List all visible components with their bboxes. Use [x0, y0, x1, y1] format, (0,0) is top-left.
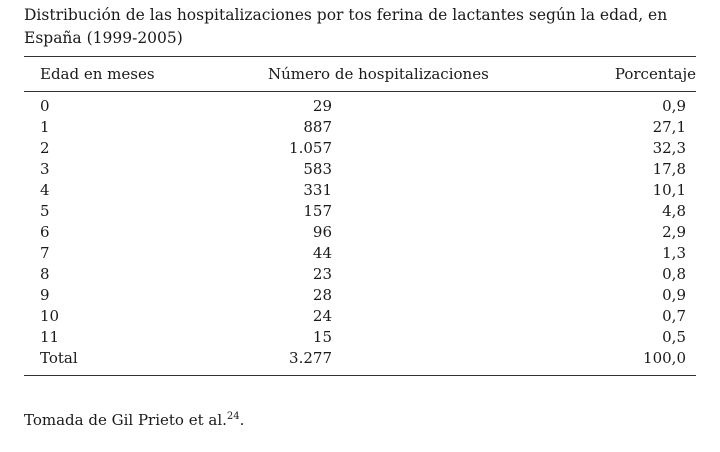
table-row	[24, 96, 696, 117]
cell-count: 887	[303, 118, 332, 136]
source-note	[24, 409, 244, 431]
cell-count: 44	[312, 244, 332, 262]
cell-age: 1	[40, 118, 50, 136]
cell-percent: 4,8	[662, 202, 686, 220]
cell-percent: 2,9	[662, 223, 686, 241]
cell-count: 15	[312, 328, 332, 346]
total-row	[24, 348, 696, 369]
cell-age: 4	[40, 181, 50, 199]
table-row	[24, 117, 696, 138]
cell-age: 6	[40, 223, 50, 241]
cell-percent: 32,3	[652, 139, 686, 157]
source-text: Tomada de Gil Prieto et al.	[24, 411, 227, 429]
cell-count: 1.057	[289, 139, 332, 157]
total-percent: 100,0	[643, 349, 686, 367]
source-end: .	[239, 411, 245, 429]
table-caption: Distribución de las hospitalizaciones por tos ferina de lactantes según la edad, en España (1999-2005)	[24, 6, 668, 47]
cell-age: 8	[40, 265, 50, 283]
header-age: Edad en meses	[40, 65, 155, 83]
bottom-rule	[24, 375, 696, 376]
cell-percent: 0,9	[662, 97, 686, 115]
total-count: 3.277	[289, 349, 332, 367]
hospitalization-table	[24, 56, 696, 376]
header-count: Número de hospitalizaciones	[268, 65, 489, 83]
cell-age: 0	[40, 97, 50, 115]
cell-age: 9	[40, 286, 50, 304]
cell-count: 331	[303, 181, 332, 199]
table-row	[24, 159, 696, 180]
cell-age: 3	[40, 160, 50, 178]
cell-count: 157	[303, 202, 332, 220]
source-reference: 24	[226, 411, 240, 422]
table-row	[24, 243, 696, 264]
cell-count: 96	[312, 223, 332, 241]
cell-percent: 0,9	[662, 286, 686, 304]
table-row	[24, 138, 696, 159]
cell-percent: 0,7	[662, 307, 686, 325]
cell-count: 23	[312, 265, 332, 283]
table-row	[24, 180, 696, 201]
table-row	[24, 306, 696, 327]
header-percent: Porcentaje	[614, 65, 696, 83]
cell-percent: 0,5	[662, 328, 686, 346]
cell-age: 2	[40, 139, 50, 157]
table-row	[24, 285, 696, 306]
cell-percent: 10,1	[652, 181, 686, 199]
cell-age: 10	[40, 307, 60, 325]
table-row	[24, 222, 696, 243]
cell-age: 7	[40, 244, 50, 262]
cell-percent: 1,3	[662, 244, 686, 262]
cell-percent: 0,8	[662, 265, 686, 283]
table-row	[24, 201, 696, 222]
cell-percent: 27,1	[652, 118, 686, 136]
table-row	[24, 264, 696, 285]
cell-count: 28	[312, 286, 332, 304]
cell-count: 583	[303, 160, 332, 178]
cell-age: 11	[40, 328, 60, 346]
table-body	[24, 92, 696, 375]
cell-count: 29	[312, 97, 332, 115]
cell-count: 24	[312, 307, 332, 325]
table-row	[24, 327, 696, 348]
header-row	[24, 57, 696, 91]
cell-percent: 17,8	[652, 160, 686, 178]
cell-age: 5	[40, 202, 50, 220]
total-label: Total	[40, 349, 78, 367]
